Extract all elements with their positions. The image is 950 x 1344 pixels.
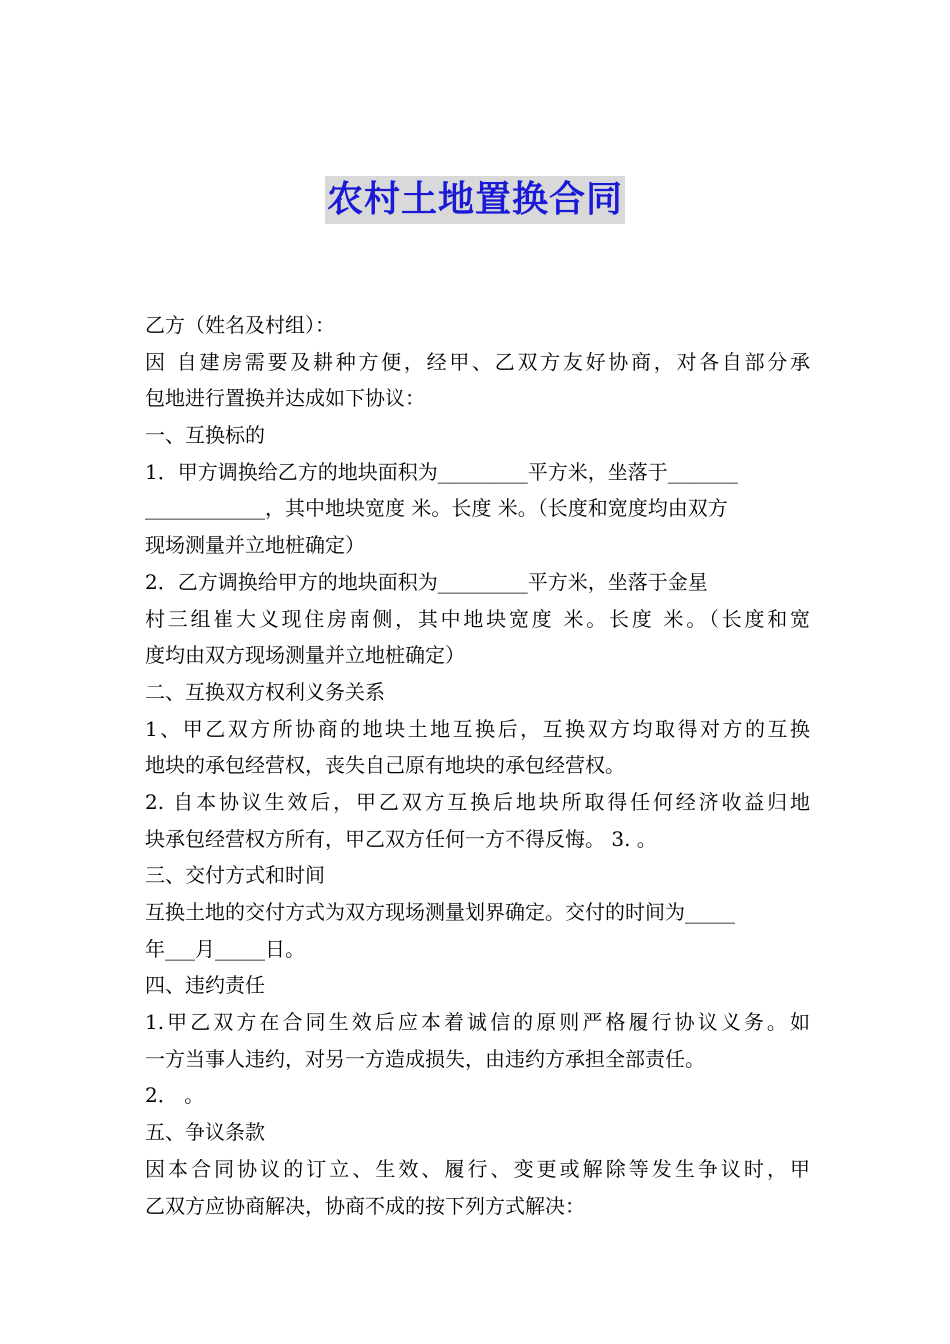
clause-5-line-2: 乙双方应协商解决，协商不成的按下列方式解决： [145, 1193, 585, 1218]
clause-2-2-line-2: 块承包经营权方所有，甲乙双方任何一方不得反悔。 3. 。 [145, 826, 657, 851]
document-title: 农村土地置换合同 [325, 176, 625, 224]
clause-2-2-line-1: 2. 自本协议生效后，甲乙双方互换后地块所取得任何经济收益归地 [145, 789, 810, 814]
section-2-heading: 二、互换双方权利义务关系 [145, 679, 385, 704]
clause-2-1-line-2: 地块的承包经营权，丧失自己原有地块的承包经营权。 [145, 753, 625, 778]
clause-3-line-2: 年___月_____日。 [145, 936, 305, 961]
section-5-heading: 五、争议条款 [145, 1120, 265, 1145]
clause-4-2-line: 2． 。 [145, 1083, 205, 1108]
party-b-line: 乙方（姓名及村组）： [145, 313, 335, 337]
clause-1-2-line-1: 2．乙方调换给甲方的地块面积为_________平方米，坐落于金星 [145, 569, 708, 594]
clause-4-1-line-1: 1.甲乙双方在合同生效后应本着诚信的原则严格履行协议义务。如 [145, 1010, 810, 1035]
clause-1-1-line-2: ____________，其中地块宽度 米。长度 米。（长度和宽度均由双方 [145, 496, 728, 521]
section-3-heading: 三、交付方式和时间 [145, 863, 325, 888]
clause-3-line-1: 互换土地的交付方式为双方现场测量划界确定。交付的时间为_____ [145, 900, 735, 924]
clause-1-2-line-3: 度均由双方现场测量并立地桩确定） [145, 643, 465, 668]
intro-line-2: 包地进行置换并达成如下协议： [145, 386, 425, 411]
section-4-heading: 四、违约责任 [145, 973, 265, 998]
title-wrap [0, 176, 950, 224]
clause-4-1-line-2: 一方当事人违约，对另一方造成损失，由违约方承担全部责任。 [145, 1046, 705, 1071]
clause-1-1-line-1: 1．甲方调换给乙方的地块面积为_________平方米，坐落于_______ [145, 459, 738, 484]
clause-1-1-line-3: 现场测量并立地桩确定） [145, 533, 365, 558]
contract-body [145, 307, 810, 1224]
clause-2-1-line-1: 1、甲乙双方所协商的地块土地互换后，互换双方均取得对方的互换 [145, 716, 810, 741]
clause-1-2-line-2: 村三组崔大义现住房南侧，其中地块宽度 米。长度 米。（长度和宽 [145, 606, 810, 631]
section-1-heading: 一、互换标的 [145, 423, 265, 448]
clause-5-line-1: 因本合同协议的订立、生效、履行、变更或解除等发生争议时，甲 [145, 1156, 810, 1181]
intro-line-1: 因 自建房需要及耕种方便，经甲、乙双方友好协商，对各自部分承 [145, 349, 810, 374]
